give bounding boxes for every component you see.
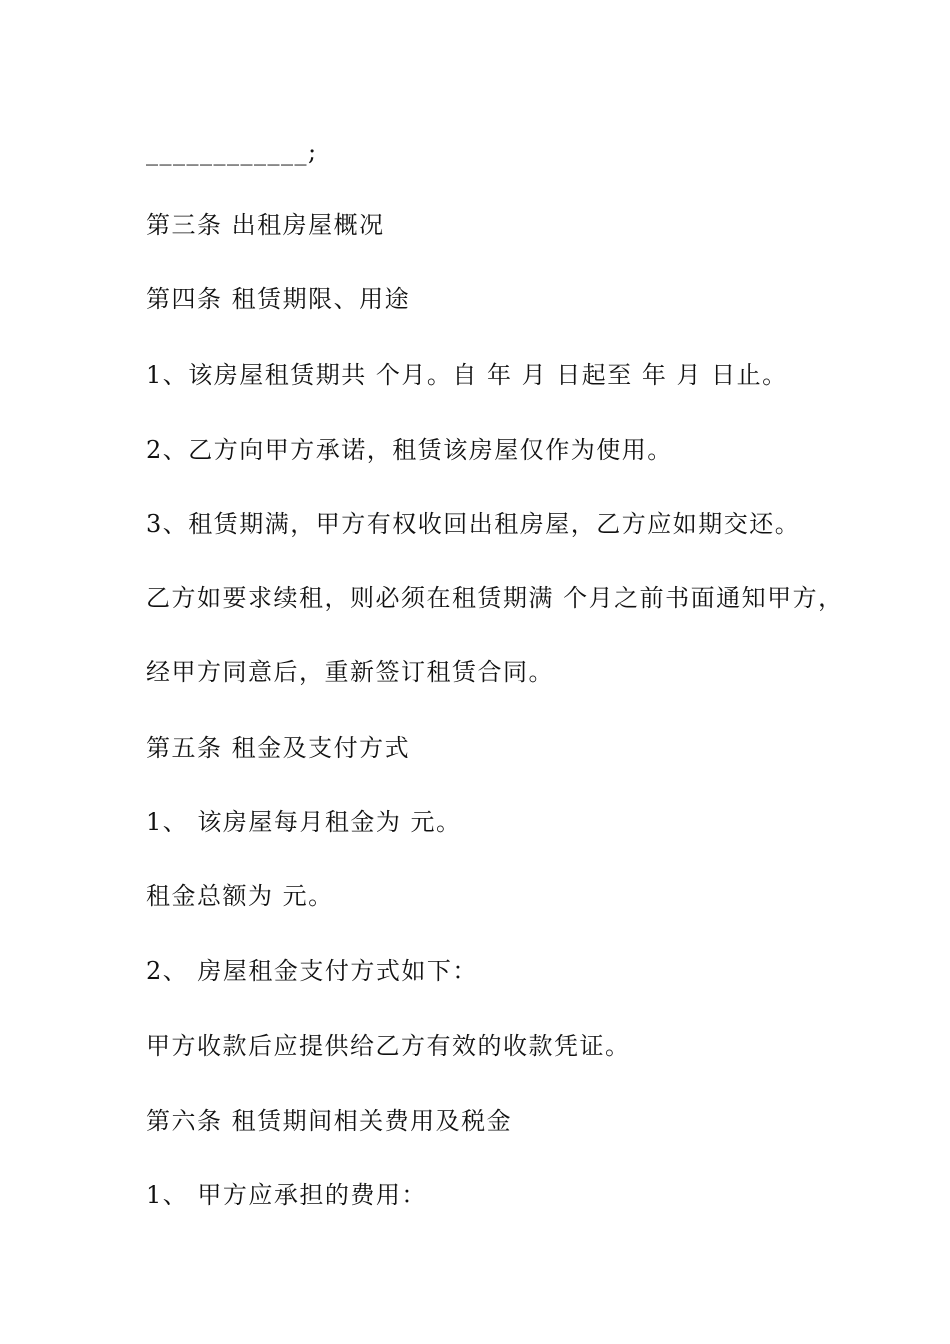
article-5-clause-2: 2、 房屋租金支付方式如下： — [146, 957, 478, 985]
rent-total-line: 租金总额为 元。 — [146, 882, 334, 910]
renewal-contract-line: 经甲方同意后，重新签订租赁合同。 — [146, 658, 554, 686]
renewal-notice-line: 乙方如要求续租，则必须在租赁期满 个月之前书面通知甲方， — [146, 584, 844, 612]
article-5-clause-1: 1、 该房屋每月租金为 元。 — [146, 808, 462, 836]
article-4-clause-2: 2、乙方向甲方承诺，租赁该房屋仅作为使用。 — [146, 436, 673, 464]
article-6-heading: 第六条 租赁期间相关费用及税金 — [146, 1107, 513, 1135]
article-4-clause-1: 1、该房屋租赁期共 个月。自 年 月 日起至 年 月 日止。 — [146, 361, 788, 389]
article-6-clause-1: 1、 甲方应承担的费用： — [146, 1181, 427, 1209]
receipt-line: 甲方收款后应提供给乙方有效的收款凭证。 — [146, 1032, 631, 1060]
article-4-clause-3: 3、租赁期满，甲方有权收回出租房屋，乙方应如期交还。 — [146, 510, 801, 538]
article-4-heading: 第四条 租赁期限、用途 — [146, 285, 411, 313]
blank-underline-line: ____________; — [146, 138, 318, 166]
article-5-heading: 第五条 租金及支付方式 — [146, 734, 411, 762]
article-3-heading: 第三条 出租房屋概况 — [146, 211, 385, 239]
